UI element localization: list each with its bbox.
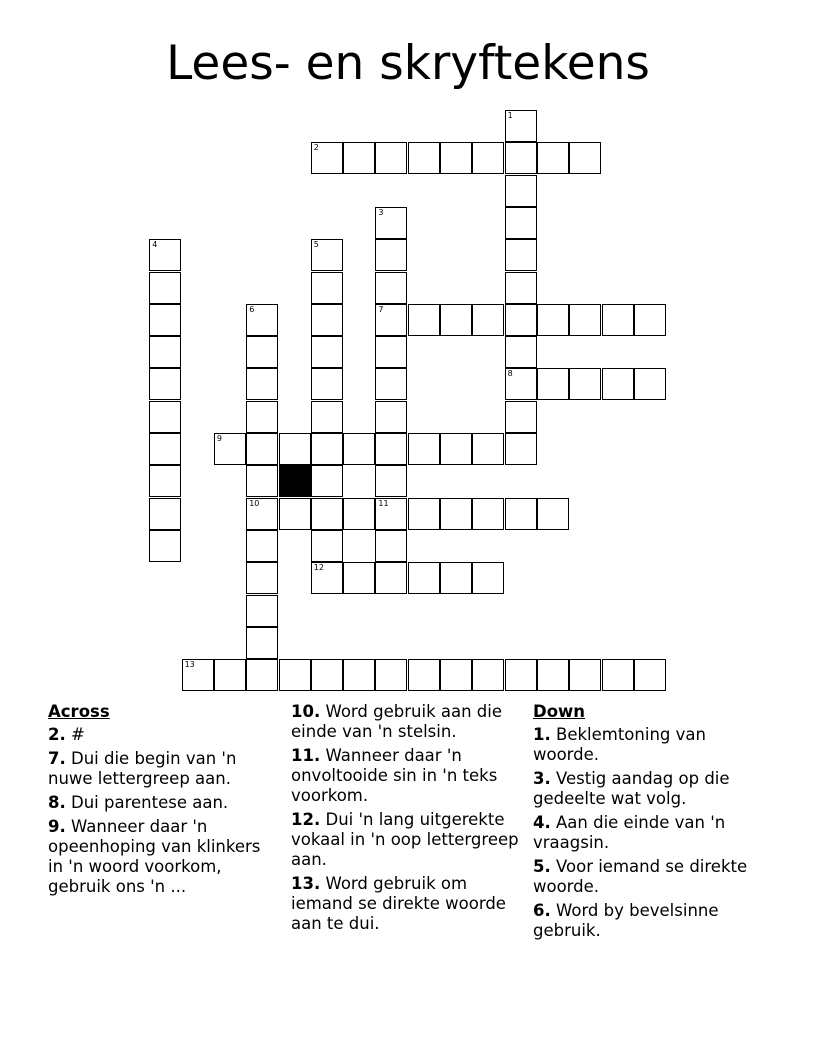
clue-number: 1 <box>507 111 513 120</box>
grid-cell[interactable] <box>505 336 537 368</box>
grid-cell[interactable] <box>149 336 181 368</box>
clue-item <box>533 813 768 853</box>
grid-cell[interactable] <box>149 304 181 336</box>
grid-cell[interactable] <box>375 498 407 530</box>
clue-number: 3 <box>378 207 384 217</box>
grid-cell[interactable] <box>602 368 634 400</box>
clue-num: 9. <box>48 817 66 836</box>
grid-cell[interactable] <box>505 659 537 691</box>
grid-cell[interactable] <box>634 659 666 691</box>
clue-number: 9 <box>216 434 222 443</box>
clue-item <box>533 857 768 897</box>
grid-cell[interactable] <box>472 498 504 530</box>
grid-cell[interactable] <box>537 142 569 174</box>
grid-cell[interactable] <box>408 659 440 691</box>
grid-cell[interactable] <box>408 498 440 530</box>
grid-cell[interactable] <box>246 368 278 400</box>
grid-cell[interactable] <box>472 433 504 465</box>
clue-number: 13 <box>184 660 195 670</box>
grid-cell[interactable] <box>634 304 666 336</box>
clue-number: 2 <box>313 143 319 153</box>
grid-cell[interactable] <box>440 142 472 174</box>
clue-text: # <box>71 725 85 744</box>
grid-cell[interactable] <box>311 562 343 594</box>
clue-text: Dui 'n lang uitgerekte vokaal in 'n oop lettergreep aan. <box>291 810 519 869</box>
grid-cell[interactable] <box>182 659 214 691</box>
grid-cell[interactable] <box>214 433 246 465</box>
clue-number: 6 <box>249 304 255 314</box>
grid-cell[interactable] <box>149 530 181 562</box>
grid-cell[interactable] <box>537 659 569 691</box>
grid-cell[interactable] <box>505 498 537 530</box>
grid-cell[interactable] <box>602 659 634 691</box>
clue-text: Word gebruik om iemand se direkte woorde aan te dui. <box>291 874 506 933</box>
grid-cell[interactable] <box>246 562 278 594</box>
grid-cell[interactable] <box>311 239 343 271</box>
clue-text: Wanneer daar 'n opeenhoping van klinkers in 'n woord voorkom, gebruik ons 'n ... <box>48 817 261 896</box>
clue-num: 1. <box>533 725 551 744</box>
clue-item <box>48 793 280 813</box>
grid-cell[interactable] <box>537 368 569 400</box>
clue-num: 8. <box>48 793 66 812</box>
grid-cell[interactable] <box>246 401 278 433</box>
grid-cell[interactable] <box>408 304 440 336</box>
grid-cell[interactable] <box>375 304 407 336</box>
grid-cell[interactable] <box>149 433 181 465</box>
grid-cell[interactable] <box>472 562 504 594</box>
clue-num: 7. <box>48 749 66 768</box>
grid-cell[interactable] <box>311 336 343 368</box>
grid-cell[interactable] <box>246 336 278 368</box>
clue-number: 7 <box>378 304 384 314</box>
clue-text: Beklemtoning van woorde. <box>533 725 706 764</box>
grid-cell[interactable] <box>634 368 666 400</box>
clue-item <box>291 746 529 806</box>
clue-item <box>291 874 529 934</box>
grid-cell[interactable] <box>149 401 181 433</box>
grid-cell[interactable] <box>279 659 311 691</box>
grid-cell[interactable] <box>569 304 601 336</box>
grid-cell[interactable] <box>408 142 440 174</box>
grid-cell[interactable] <box>505 239 537 271</box>
clue-text: Voor iemand se direkte woorde. <box>533 857 748 896</box>
grid-cell[interactable] <box>311 659 343 691</box>
grid-cell[interactable] <box>440 433 472 465</box>
clue-num: 4. <box>533 813 551 832</box>
clue-item <box>533 725 768 765</box>
clue-num: 2. <box>48 725 66 744</box>
clue-item <box>48 749 280 789</box>
clue-text: Word by bevelsinne gebruik. <box>533 901 719 940</box>
grid-cell[interactable] <box>343 498 375 530</box>
grid-cell[interactable] <box>375 465 407 497</box>
grid-cell[interactable] <box>311 368 343 400</box>
grid-cell[interactable] <box>505 368 537 400</box>
clue-text: Vestig aandag op die gedeelte wat volg. <box>533 769 730 808</box>
clue-item <box>48 725 280 745</box>
grid-cell[interactable] <box>472 142 504 174</box>
grid-cell[interactable] <box>375 207 407 239</box>
across-heading: Across <box>48 702 110 721</box>
clue-number: 12 <box>313 563 324 573</box>
grid-cell[interactable] <box>505 175 537 207</box>
grid-cell[interactable] <box>505 433 537 465</box>
clue-num: 3. <box>533 769 551 788</box>
grid-cell[interactable] <box>246 627 278 659</box>
black-cell <box>279 465 311 497</box>
grid-cell[interactable] <box>408 562 440 594</box>
clue-item <box>291 702 529 742</box>
grid-cell[interactable] <box>149 465 181 497</box>
clue-text: Dui die begin van 'n nuwe lettergreep aan. <box>48 749 237 788</box>
clue-text: Dui parentese aan. <box>71 793 229 812</box>
clue-number: 11 <box>378 498 389 508</box>
grid-cell[interactable] <box>311 465 343 497</box>
grid-cell[interactable] <box>569 659 601 691</box>
grid-cell[interactable] <box>343 142 375 174</box>
page-title: Lees- en skryftekens <box>166 36 650 91</box>
grid-cell[interactable] <box>375 368 407 400</box>
grid-cell[interactable] <box>440 304 472 336</box>
clue-text: Wanneer daar 'n onvoltooide sin in 'n teks voorkom. <box>291 746 498 805</box>
grid-cell[interactable] <box>246 433 278 465</box>
grid-cell[interactable] <box>149 368 181 400</box>
grid-cell[interactable] <box>311 304 343 336</box>
clue-item <box>48 817 280 897</box>
grid-cell[interactable] <box>246 304 278 336</box>
grid-cell[interactable] <box>472 659 504 691</box>
clue-num: 6. <box>533 901 551 920</box>
grid-cell[interactable] <box>311 530 343 562</box>
grid-cell[interactable] <box>279 433 311 465</box>
clue-text: Aan die einde van 'n vraagsin. <box>533 813 726 852</box>
grid-cell[interactable] <box>537 304 569 336</box>
grid-cell[interactable] <box>472 304 504 336</box>
grid-cell[interactable] <box>505 207 537 239</box>
grid-cell[interactable] <box>343 562 375 594</box>
grid-cell[interactable] <box>311 498 343 530</box>
grid-cell[interactable] <box>375 272 407 304</box>
grid-cell[interactable] <box>505 110 537 142</box>
clue-item <box>533 769 768 809</box>
grid-cell[interactable] <box>569 142 601 174</box>
clue-text: Word gebruik aan die einde van 'n stelsin. <box>291 702 502 741</box>
grid-cell[interactable] <box>311 272 343 304</box>
grid-cell[interactable] <box>375 239 407 271</box>
clue-item <box>533 901 768 941</box>
grid-cell[interactable] <box>440 562 472 594</box>
grid-cell[interactable] <box>343 659 375 691</box>
grid-cell[interactable] <box>375 401 407 433</box>
clue-num: 13. <box>291 874 321 893</box>
grid-cell[interactable] <box>505 401 537 433</box>
grid-cell[interactable] <box>311 401 343 433</box>
clue-number: 10 <box>249 498 260 508</box>
grid-cell[interactable] <box>505 272 537 304</box>
down-heading: Down <box>533 702 586 721</box>
clue-number: 8 <box>507 369 513 379</box>
grid-cell[interactable] <box>246 498 278 530</box>
grid-cell[interactable] <box>279 498 311 530</box>
clue-number: 4 <box>152 240 158 250</box>
clue-num: 12. <box>291 810 321 829</box>
clue-item <box>291 810 529 870</box>
grid-cell[interactable] <box>505 142 537 174</box>
grid-cell[interactable] <box>149 272 181 304</box>
clue-num: 10. <box>291 702 321 721</box>
grid-cell[interactable] <box>505 304 537 336</box>
clue-number: 5 <box>313 240 319 250</box>
grid-cell[interactable] <box>311 433 343 465</box>
grid-cell[interactable] <box>440 659 472 691</box>
grid-cell[interactable] <box>311 142 343 174</box>
down-clues <box>533 702 768 945</box>
grid-cell[interactable] <box>246 659 278 691</box>
grid-cell[interactable] <box>149 498 181 530</box>
across-clues <box>48 702 280 901</box>
grid-cell[interactable] <box>440 498 472 530</box>
grid-cell[interactable] <box>375 142 407 174</box>
grid-cell[interactable] <box>408 433 440 465</box>
grid-cell[interactable] <box>602 304 634 336</box>
grid-cell[interactable] <box>375 530 407 562</box>
grid-cell[interactable] <box>375 433 407 465</box>
grid-cell[interactable] <box>246 530 278 562</box>
grid-cell[interactable] <box>343 433 375 465</box>
grid-cell[interactable] <box>537 498 569 530</box>
grid-cell[interactable] <box>246 595 278 627</box>
grid-cell[interactable] <box>149 239 181 271</box>
grid-cell[interactable] <box>375 562 407 594</box>
clue-num: 5. <box>533 857 551 876</box>
grid-cell[interactable] <box>375 336 407 368</box>
clue-num: 11. <box>291 746 321 765</box>
grid-cell[interactable] <box>214 659 246 691</box>
grid-cell[interactable] <box>569 368 601 400</box>
across-clues-continued <box>291 702 529 938</box>
grid-cell[interactable] <box>246 465 278 497</box>
grid-cell[interactable] <box>375 659 407 691</box>
